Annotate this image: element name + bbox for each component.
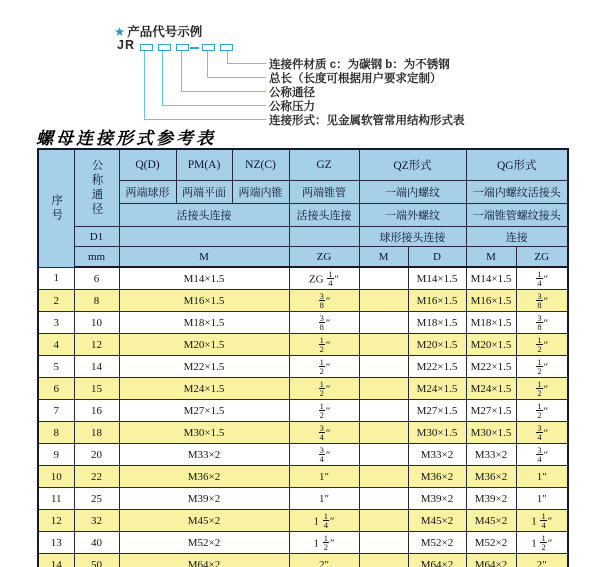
header-seq: 序号	[38, 149, 74, 267]
connector-line	[144, 119, 266, 120]
header-nz-desc: 两端内锥	[232, 181, 289, 204]
connector-line	[162, 51, 163, 105]
cell-qg-zg: $\frac{1}{4}$ ″	[516, 267, 568, 290]
table-row	[38, 334, 568, 356]
cell-qz-d: M18×1.5	[408, 312, 466, 334]
table-row	[38, 466, 568, 488]
header-qz: QZ形式	[359, 149, 466, 181]
table-row	[38, 444, 568, 466]
cell-qz-d: M20×1.5	[408, 334, 466, 356]
cell-qg-zg: $\frac{1}{2}$ ″	[516, 356, 568, 378]
cell-qg-m: M22×1.5	[466, 356, 516, 378]
cell-qg-m: M33×2	[466, 444, 516, 466]
product-code-prefix: JR	[117, 38, 135, 52]
cell-qg-zg: $\frac{1}{2}$ ″	[516, 400, 568, 422]
code-box-4	[202, 44, 215, 51]
cell-qz-m	[359, 356, 408, 378]
header-blank	[119, 227, 289, 247]
cell-m: M45×2	[119, 510, 289, 532]
cell-qg-zg: $\frac{3}{4}$ ″	[516, 422, 568, 444]
cell-qz-d: M22×1.5	[408, 356, 466, 378]
cell-qg-m: M36×2	[466, 466, 516, 488]
product-code-title: 产品代号示例	[127, 25, 203, 39]
code-box-3	[176, 44, 189, 51]
cell-m: M27×1.5	[119, 400, 289, 422]
header-union-q: 活接头连接	[119, 204, 289, 227]
cell-qz-d: M64×2	[408, 554, 466, 567]
header-qz-desc3: 球形接头连接	[359, 227, 466, 247]
cell-qg-m: M30×1.5	[466, 422, 516, 444]
connector-line	[181, 51, 182, 91]
cell-seq: 10	[38, 466, 74, 488]
cell-m: M16×1.5	[119, 290, 289, 312]
cell-qz-m	[359, 532, 408, 554]
cell-dn: 25	[74, 488, 119, 510]
table-title: 螺母连接形式参考表	[36, 129, 216, 148]
table-row	[38, 510, 568, 532]
cell-qg-zg: 1 $\frac{1}{2}$ ″	[516, 532, 568, 554]
table-header	[38, 149, 568, 267]
cell-dn: 22	[74, 466, 119, 488]
cell-qg-zg: 1 $\frac{1}{4}$ ″	[516, 510, 568, 532]
connector-line	[181, 91, 266, 92]
cell-qz-d: M16×1.5	[408, 290, 466, 312]
nut-connection-reference-table	[37, 148, 569, 567]
cell-seq: 9	[38, 444, 74, 466]
cell-qz-m	[359, 267, 408, 290]
header-d1: D1	[74, 227, 119, 247]
cell-qg-zg: 1″	[516, 466, 568, 488]
cell-seq: 5	[38, 356, 74, 378]
header-qg-desc3: 连接	[466, 227, 568, 247]
cell-m: M24×1.5	[119, 378, 289, 400]
cell-dn: 6	[74, 267, 119, 290]
cell-qz-m	[359, 334, 408, 356]
cell-m: M64×2	[119, 554, 289, 567]
cell-qg-m: M27×1.5	[466, 400, 516, 422]
connector-line	[207, 51, 208, 77]
header-pm: PM(A)	[176, 149, 232, 181]
table-row	[38, 356, 568, 378]
connector-line	[207, 77, 266, 78]
table-row	[38, 267, 568, 290]
cell-qz-m	[359, 510, 408, 532]
cell-qg-m: M24×1.5	[466, 378, 516, 400]
header-union-gz: 活接头连接	[289, 204, 359, 227]
cell-dn: 10	[74, 312, 119, 334]
header-nz: NZ(C)	[232, 149, 289, 181]
cell-qg-m: M14×1.5	[466, 267, 516, 290]
cell-dn: 40	[74, 532, 119, 554]
cell-gz: 1″	[289, 488, 359, 510]
cell-qg-m: M39×2	[466, 488, 516, 510]
cell-dn: 16	[74, 400, 119, 422]
cell-qz-m	[359, 466, 408, 488]
cell-qz-d: M45×2	[408, 510, 466, 532]
cell-m: M22×1.5	[119, 356, 289, 378]
cell-dn: 8	[74, 290, 119, 312]
code-box-2	[158, 44, 171, 51]
header-pm-desc: 两端平面	[176, 181, 232, 204]
header-qz-desc1: 一端内螺纹	[359, 181, 466, 204]
cell-qz-d: M33×2	[408, 444, 466, 466]
cell-m: M33×2	[119, 444, 289, 466]
cell-qz-d: M27×1.5	[408, 400, 466, 422]
cell-gz: 2″	[289, 554, 359, 567]
cell-dn: 32	[74, 510, 119, 532]
cell-qg-zg: $\frac{3}{8}$ ″	[516, 290, 568, 312]
cell-gz: $\frac{3}{8}$ ″	[289, 312, 359, 334]
cell-dn: 18	[74, 422, 119, 444]
connector-line	[227, 63, 266, 64]
cell-qg-zg: $\frac{3}{8}$ ″	[516, 312, 568, 334]
cell-qg-zg: $\frac{1}{2}$ ″	[516, 334, 568, 356]
cell-gz: $\frac{1}{2}$ ″	[289, 356, 359, 378]
cell-qg-m: M52×2	[466, 532, 516, 554]
table-row	[38, 532, 568, 554]
cell-seq: 7	[38, 400, 74, 422]
cell-dn: 50	[74, 554, 119, 567]
cell-seq: 12	[38, 510, 74, 532]
cell-qz-d: M36×2	[408, 466, 466, 488]
cell-qz-m	[359, 422, 408, 444]
cell-qg-m: M16×1.5	[466, 290, 516, 312]
cell-seq: 11	[38, 488, 74, 510]
header-mm: mm	[74, 247, 119, 268]
cell-gz: $\frac{1}{2}$ ″	[289, 334, 359, 356]
cell-seq: 8	[38, 422, 74, 444]
header-blank	[289, 227, 359, 247]
table-row	[38, 400, 568, 422]
cell-qz-d: M14×1.5	[408, 267, 466, 290]
header-gz-desc: 两端锥管	[289, 181, 359, 204]
cell-qz-m	[359, 444, 408, 466]
header-qz-desc2: 一端外螺纹	[359, 204, 466, 227]
connector-line	[144, 51, 145, 119]
cell-m: M36×2	[119, 466, 289, 488]
table-body	[38, 267, 568, 567]
cell-m: M30×1.5	[119, 422, 289, 444]
cell-m: M14×1.5	[119, 267, 289, 290]
cell-qg-m: M18×1.5	[466, 312, 516, 334]
cell-qz-m	[359, 290, 408, 312]
table-row	[38, 290, 568, 312]
header-q: Q(D)	[119, 149, 176, 181]
header-dn: 公称通径	[74, 149, 119, 227]
cell-seq: 1	[38, 267, 74, 290]
cell-gz: $\frac{3}{8}$ ″	[289, 290, 359, 312]
table-row	[38, 312, 568, 334]
cell-gz: 1 $\frac{1}{4}$ ″	[289, 510, 359, 532]
header-zg: ZG	[289, 247, 359, 268]
header-qg: QG形式	[466, 149, 568, 181]
cell-qz-d: M39×2	[408, 488, 466, 510]
cell-seq: 3	[38, 312, 74, 334]
header-qg-zg: ZG	[516, 247, 568, 268]
cell-qg-zg: 2″	[516, 554, 568, 567]
cell-qg-m: M20×1.5	[466, 334, 516, 356]
connector-line	[162, 105, 266, 106]
code-label-connection: 连接形式：见金属软管常用结构形式表	[269, 115, 465, 127]
code-label-diameter: 公称通径	[269, 87, 315, 99]
cell-gz: $\frac{1}{2}$ ″	[289, 378, 359, 400]
cell-seq: 4	[38, 334, 74, 356]
cell-m: M20×1.5	[119, 334, 289, 356]
cell-qg-zg: $\frac{1}{2}$ ″	[516, 378, 568, 400]
cell-qz-m	[359, 378, 408, 400]
connector-line	[227, 51, 228, 63]
header-qg-desc1: 一端内螺纹活接头	[466, 181, 568, 204]
cell-qz-m	[359, 488, 408, 510]
cell-dn: 20	[74, 444, 119, 466]
header-gz: GZ	[289, 149, 359, 181]
code-label-material: 连接件材质 c：为碳钢 b：为不锈钢	[269, 59, 450, 71]
table-row	[38, 378, 568, 400]
cell-dn: 14	[74, 356, 119, 378]
cell-qg-m: M45×2	[466, 510, 516, 532]
cell-gz: $\frac{3}{4}$ ″	[289, 422, 359, 444]
cell-gz: 1 $\frac{1}{2}$ ″	[289, 532, 359, 554]
header-m: M	[119, 247, 289, 268]
cell-qz-d: M24×1.5	[408, 378, 466, 400]
header-qg-desc2: 一端锥管螺纹接头	[466, 204, 568, 227]
table-row	[38, 554, 568, 567]
cell-dn: 12	[74, 334, 119, 356]
cell-seq: 2	[38, 290, 74, 312]
cell-gz: ZG $\frac{1}{4}$ ″	[289, 267, 359, 290]
cell-seq: 14	[38, 554, 74, 567]
cell-m: M18×1.5	[119, 312, 289, 334]
header-qz-d: D	[408, 247, 466, 268]
cell-qz-m	[359, 554, 408, 567]
cell-gz: $\frac{3}{4}$ ″	[289, 444, 359, 466]
cell-m: M52×2	[119, 532, 289, 554]
cell-qz-d: M30×1.5	[408, 422, 466, 444]
cell-dn: 15	[74, 378, 119, 400]
cell-gz: $\frac{1}{2}$ ″	[289, 400, 359, 422]
header-q-desc: 两端球形	[119, 181, 176, 204]
cell-seq: 6	[38, 378, 74, 400]
header-qg-m: M	[466, 247, 516, 268]
code-box-1	[140, 44, 153, 51]
star-icon: ★	[114, 25, 126, 39]
cell-qz-d: M52×2	[408, 532, 466, 554]
code-label-length: 总长（长度可根据用户要求定制）	[269, 73, 442, 85]
code-label-pressure: 公称压力	[269, 101, 315, 113]
header-qz-m: M	[359, 247, 408, 268]
cell-qz-m	[359, 400, 408, 422]
cell-gz: 1″	[289, 466, 359, 488]
cell-qg-zg: $\frac{3}{4}$ ″	[516, 444, 568, 466]
cell-seq: 13	[38, 532, 74, 554]
cell-qz-m	[359, 312, 408, 334]
code-box-5	[220, 44, 233, 51]
table-row	[38, 422, 568, 444]
cell-qg-zg: 1″	[516, 488, 568, 510]
code-dash	[190, 47, 199, 49]
cell-qg-m: M64×2	[466, 554, 516, 567]
cell-m: M39×2	[119, 488, 289, 510]
table-row	[38, 488, 568, 510]
